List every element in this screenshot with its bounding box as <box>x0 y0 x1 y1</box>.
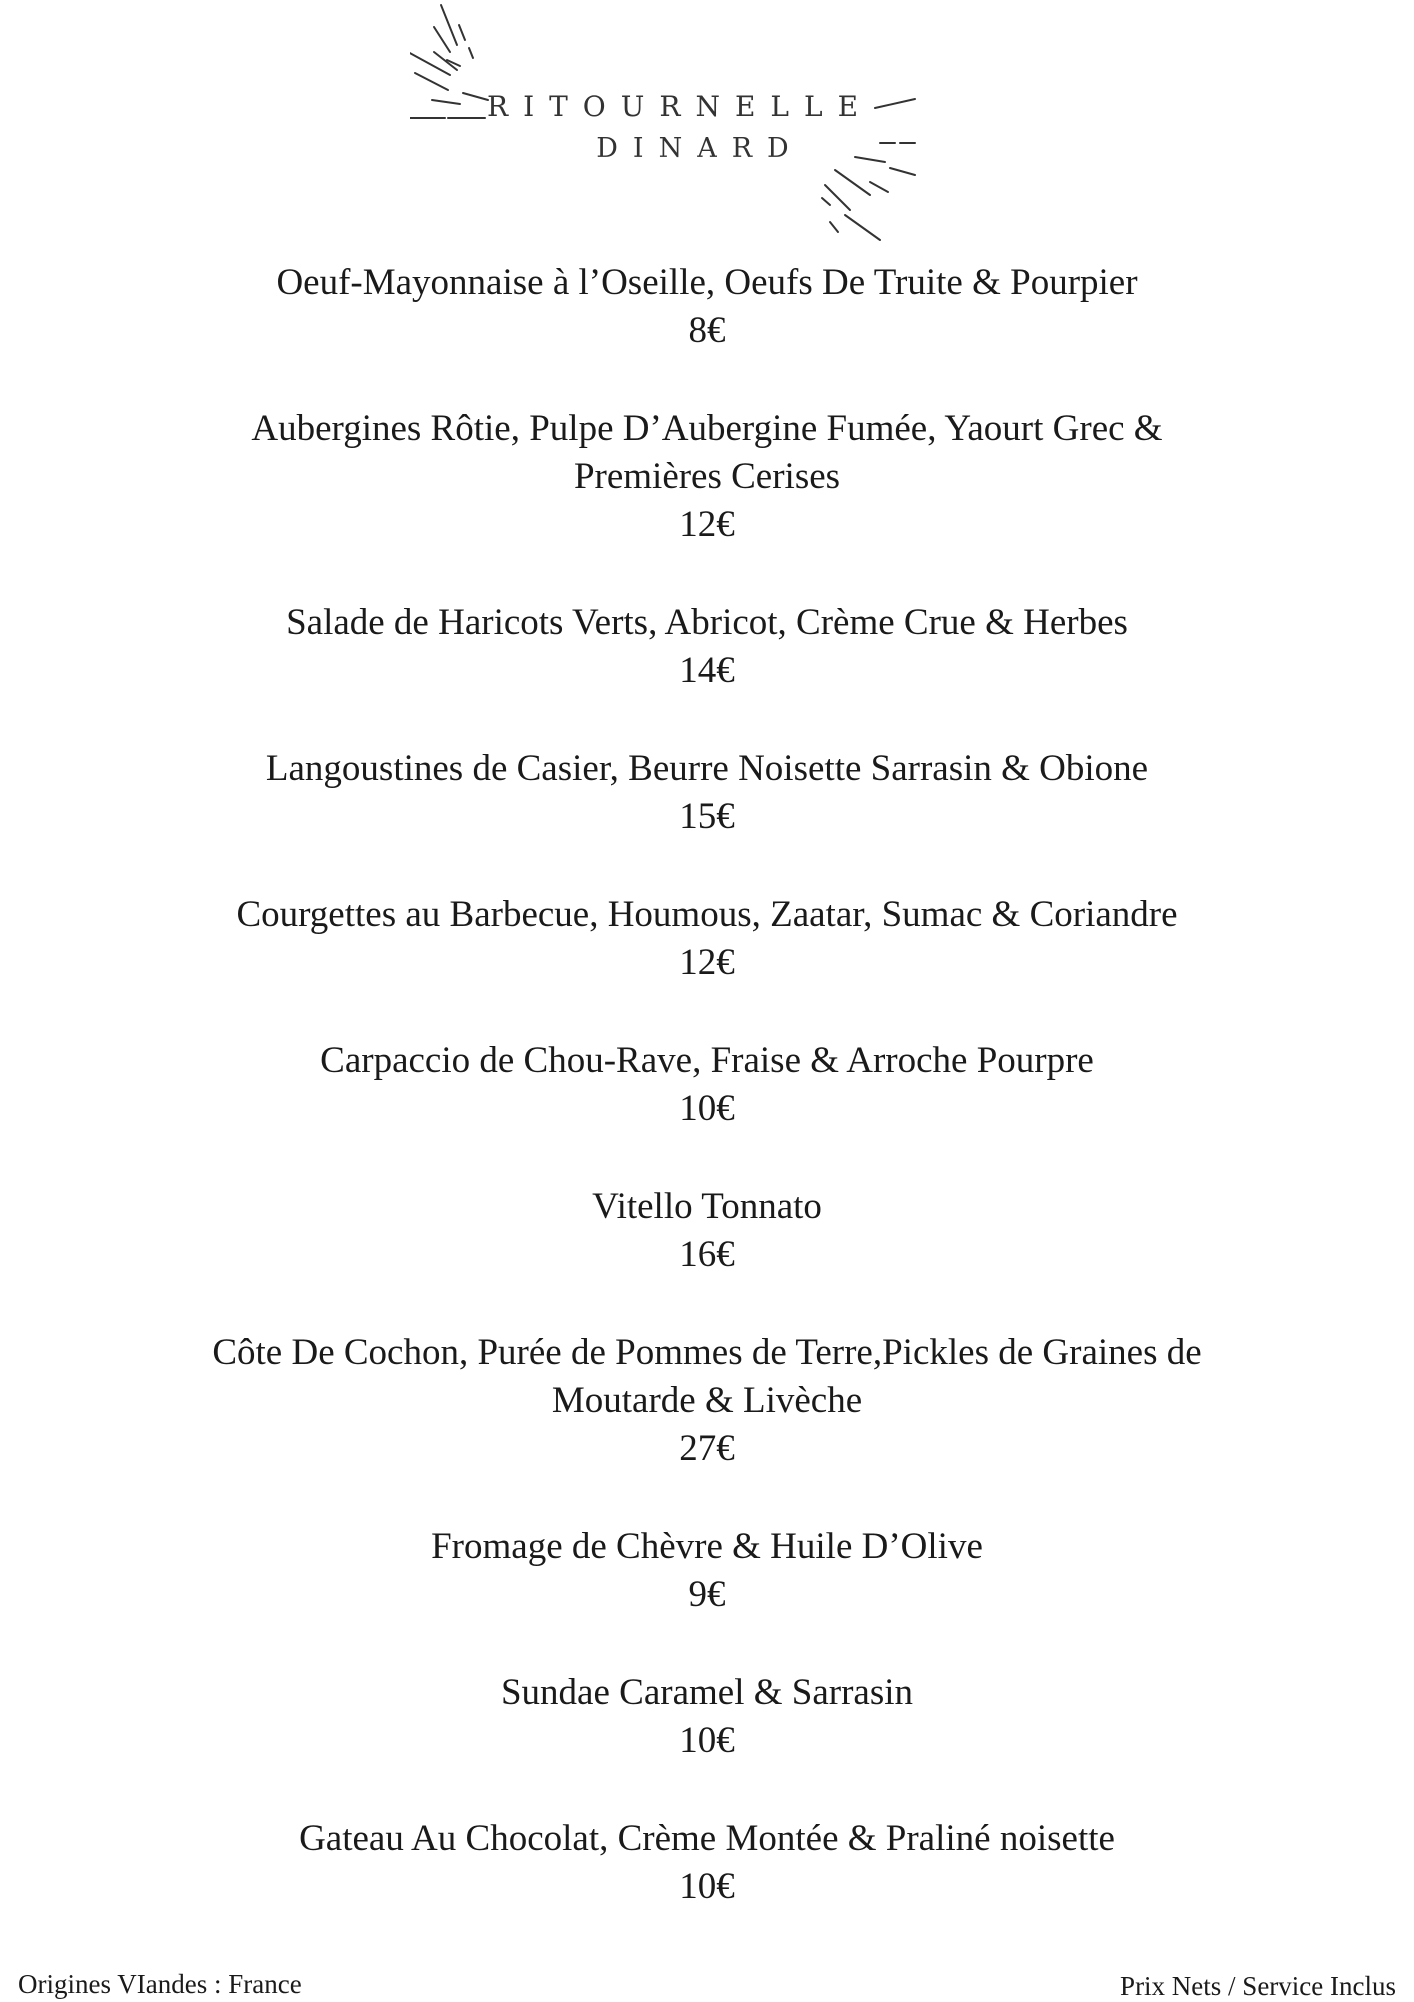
menu-item <box>207 1037 1207 1133</box>
logo-title: RITOURNELLE <box>486 90 874 123</box>
prices-note: Prix Nets / Service Inclus <box>1120 1971 1396 2001</box>
menu-item <box>207 1523 1207 1619</box>
menu-item <box>207 1815 1207 1911</box>
dish-price: 12€ <box>679 942 735 983</box>
dish-price: 12€ <box>679 504 735 545</box>
menu-item <box>207 405 1207 549</box>
dish-name: Gateau Au Chocolat, Crème Montée & Praliné noisette <box>299 1818 1115 1859</box>
dish-name: Fromage de Chèvre & Huile D’Olive <box>431 1526 983 1567</box>
dish-name: Courgettes au Barbecue, Houmous, Zaatar, Sumac & Coriandre <box>236 894 1178 935</box>
dish-price: 9€ <box>688 1574 726 1615</box>
dish-price: 16€ <box>679 1234 735 1275</box>
logo-rays-top <box>410 5 488 118</box>
dish-name: Aubergines Rôtie, Pulpe D’Aubergine Fumée, Yaourt Grec & Premières Cerises <box>251 408 1163 497</box>
menu-item <box>207 745 1207 841</box>
dish-name: Salade de Haricots Verts, Abricot, Crème Crue & Herbes <box>286 602 1128 643</box>
logo-subtitle: DINARD <box>596 133 804 164</box>
restaurant-logo <box>410 0 950 245</box>
dish-price: 8€ <box>688 310 726 351</box>
dish-name: Côte De Cochon, Purée de Pommes de Terre,Pickles de Graines de Moutarde & Livèche <box>212 1332 1202 1421</box>
dish-name: Sundae Caramel & Sarrasin <box>500 1672 914 1713</box>
dish-price: 27€ <box>679 1428 735 1469</box>
dish-price: 14€ <box>679 650 735 691</box>
dish-name: Vitello Tonnato <box>592 1186 822 1227</box>
dish-name: Langoustines de Casier, Beurre Noisette Sarrasin & Obione <box>265 748 1149 789</box>
dish-name: Carpaccio de Chou-Rave, Fraise & Arroche Pourpre <box>320 1040 1094 1081</box>
dish-price: 10€ <box>679 1720 735 1761</box>
menu-item <box>207 1329 1207 1473</box>
menu-item <box>207 259 1207 355</box>
menu-item <box>207 1669 1207 1765</box>
menu-list <box>0 259 1414 1911</box>
dish-price: 10€ <box>679 1866 735 1907</box>
menu-item <box>207 1183 1207 1279</box>
menu-item <box>207 599 1207 695</box>
meat-origin-note: Origines VIandes : France <box>18 1969 302 1999</box>
dish-name: Oeuf-Mayonnaise à l’Oseille, Oeufs De Truite & Pourpier <box>276 262 1138 303</box>
dish-price: 10€ <box>679 1088 735 1129</box>
logo-graphic <box>410 0 950 245</box>
dish-price: 15€ <box>679 796 735 837</box>
menu-item <box>207 891 1207 987</box>
